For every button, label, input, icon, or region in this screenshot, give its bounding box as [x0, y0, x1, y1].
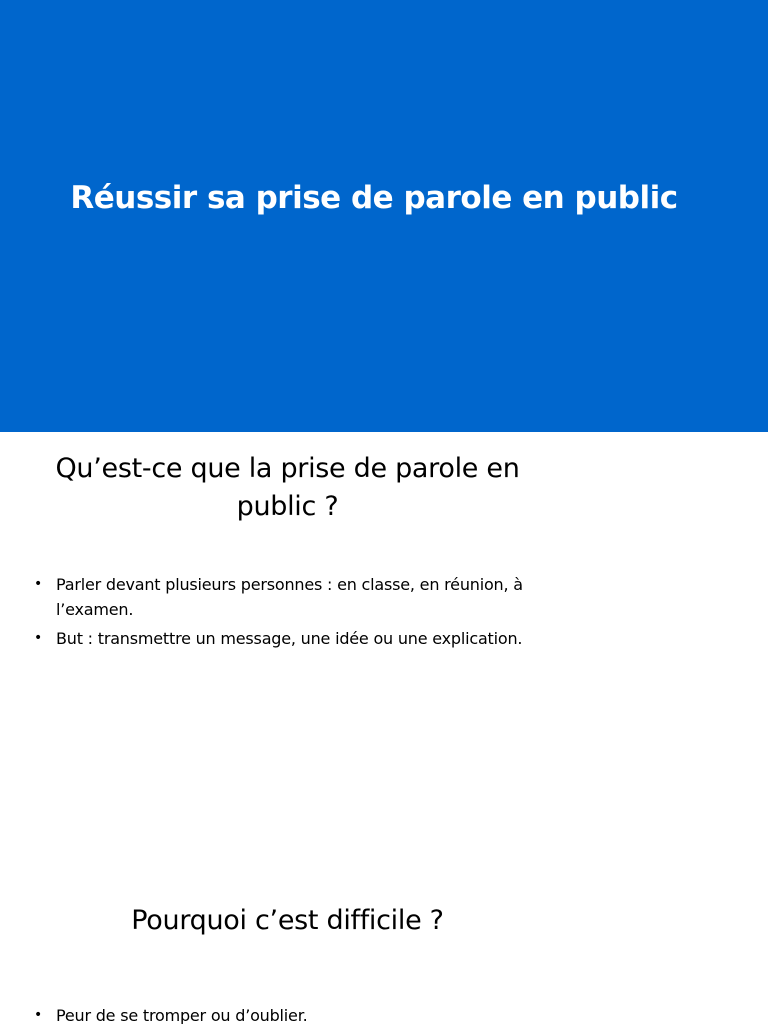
slide-what-is-public-speaking: [0, 432, 768, 864]
list-item: [34, 1003, 554, 1024]
presentation-title: Réussir sa prise de parole en public: [70, 180, 678, 216]
bullet-list: [34, 1003, 554, 1024]
bullet-icon: •: [34, 1007, 43, 1023]
title-slide: [0, 0, 768, 432]
bullet-text: Peur de se tromper ou d’oublier.: [56, 1006, 308, 1024]
list-item: [34, 626, 554, 651]
bullet-text: But : transmettre un message, une idée ou une explication.: [56, 629, 523, 648]
bullet-list: [34, 572, 554, 655]
slide-heading: Pourquoi c’est difficile ?: [131, 905, 444, 936]
list-item: [34, 572, 554, 622]
bullet-icon: •: [34, 576, 43, 592]
bullet-text: Parler devant plusieurs personnes : en classe, en réunion, à l’examen.: [56, 575, 523, 619]
slide-heading: Qu’est-ce que la prise de parole en public ?: [55, 453, 520, 522]
slide-why-difficult: [0, 864, 768, 1024]
bullet-icon: •: [34, 630, 43, 646]
